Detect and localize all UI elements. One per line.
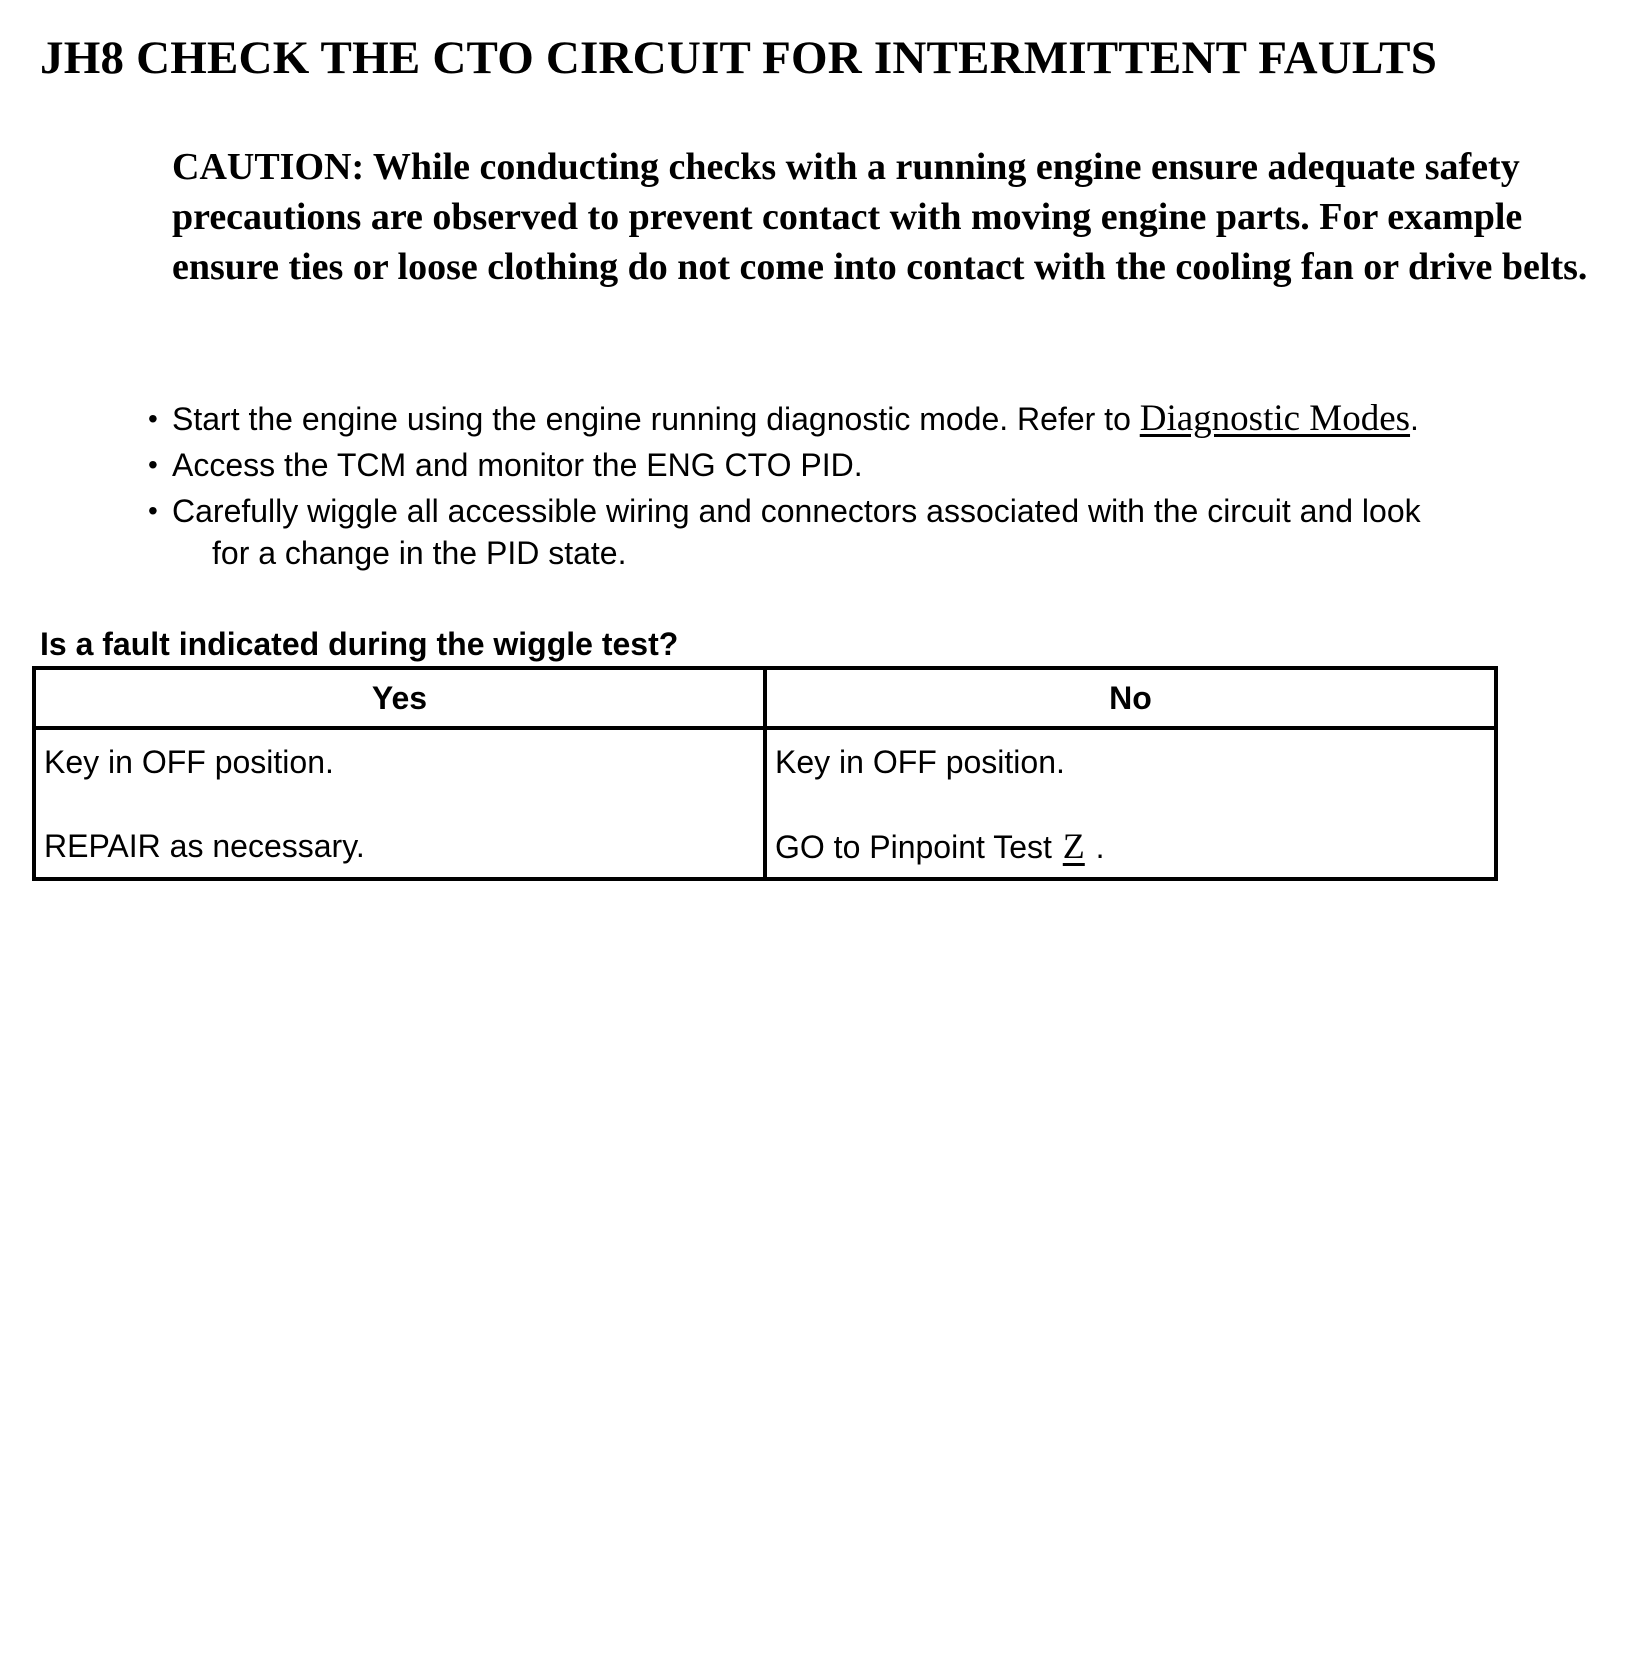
page-title: JH8 CHECK THE CTO CIRCUIT FOR INTERMITTENT FAULTS	[40, 32, 1438, 84]
no-line-2-end: .	[1086, 829, 1105, 865]
decision-question: Is a fault indicated during the wiggle test?	[40, 626, 679, 662]
yes-line-2: REPAIR as necessary.	[44, 828, 365, 864]
no-header: No	[765, 668, 1496, 728]
step-text: Access the TCM and monitor the ENG CTO PID.	[172, 447, 863, 483]
step-end: .	[1410, 401, 1419, 437]
step-text-continued: for a change in the PID state.	[212, 535, 627, 571]
step-text: Start the engine using the engine running diagnostic mode. Refer to	[172, 401, 1140, 437]
yes-header: Yes	[34, 668, 765, 728]
decision-table	[32, 666, 1498, 881]
bullet-icon: •	[148, 495, 158, 526]
no-line-2	[775, 826, 1486, 867]
yes-line-1: Key in OFF position.	[44, 744, 334, 780]
pinpoint-test-z-link[interactable]: Z	[1062, 826, 1085, 866]
table-header-row	[34, 668, 1496, 728]
procedure-steps	[148, 398, 1638, 578]
table-row	[34, 728, 1496, 879]
caution-note: CAUTION: While conducting checks with a running engine ensure adequate safety precautions are observed to prevent contact with moving engine parts. For example ensure ties or loose clothing do not come into contact with the cooling fan or drive belts.	[172, 146, 1588, 288]
no-line-2-text: GO to Pinpoint Test	[775, 829, 1061, 865]
step-item-wiggle	[148, 490, 1638, 574]
no-line-1: Key in OFF position.	[775, 744, 1065, 780]
bullet-icon: •	[148, 403, 158, 434]
step-item-access-tcm	[148, 444, 1638, 486]
step-item-start-engine	[148, 398, 1638, 440]
no-cell	[765, 728, 1496, 879]
diagnostic-modes-link[interactable]: Diagnostic Modes	[1139, 398, 1411, 439]
step-text: Carefully wiggle all accessible wiring and connectors associated with the circuit and look	[172, 493, 1421, 529]
yes-cell	[34, 728, 765, 879]
bullet-icon: •	[148, 449, 158, 480]
